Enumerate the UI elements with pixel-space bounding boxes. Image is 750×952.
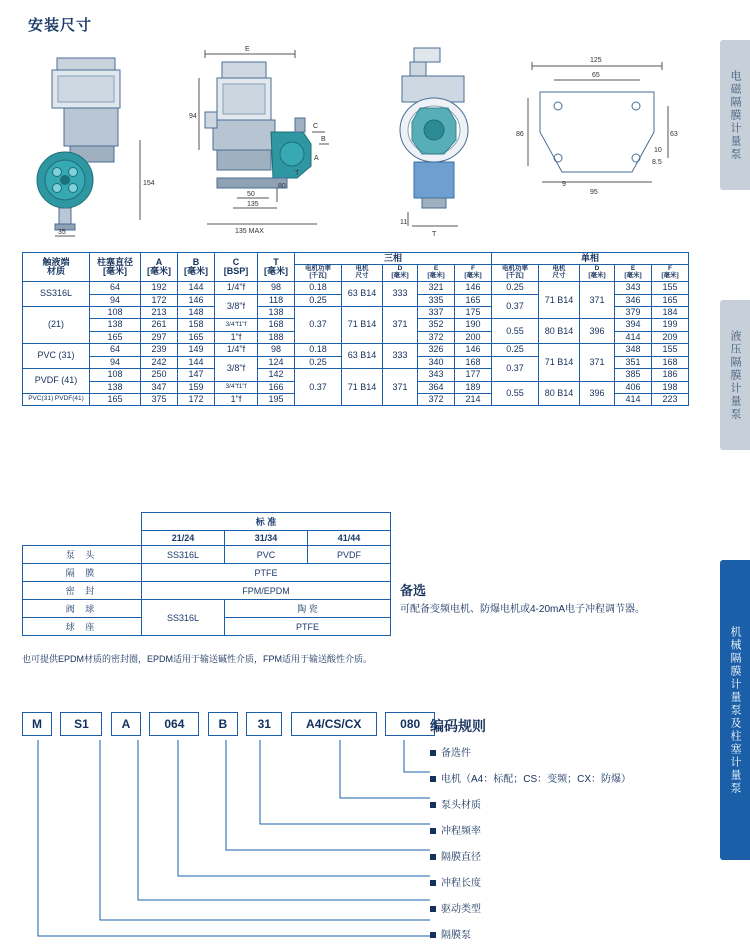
table-row: [23, 282, 689, 294]
coding-rule-legend: [430, 744, 631, 952]
svg-text:80: 80: [278, 183, 286, 190]
bullet-icon: [430, 828, 436, 834]
cell-p1: 0.55: [492, 319, 539, 344]
code-box-2[interactable]: A: [111, 712, 141, 736]
standard-col-2124: 21/24: [142, 531, 225, 546]
svg-text:95: 95: [590, 189, 598, 196]
table-header-row-1: [23, 253, 689, 265]
code-box-0[interactable]: M: [22, 712, 52, 736]
th-f-3p: F [毫米]: [455, 265, 492, 282]
standard-title: 标 准: [142, 513, 391, 531]
legend-item-option: [430, 744, 631, 759]
th-material: [23, 253, 90, 282]
cell-c: 3/4"f1"f: [215, 381, 258, 393]
cell-c: 3/8"f: [215, 294, 258, 319]
legend-label: 备选件: [441, 748, 471, 759]
legend-item-head-material: [430, 796, 631, 811]
cell-f1: 223: [652, 394, 689, 406]
th-d-1p: D [毫米]: [580, 265, 615, 282]
cell-dia: 108: [90, 369, 141, 381]
th-plunger-dia: 柱塞直径 [毫米]: [90, 253, 141, 282]
cell-dia: 108: [90, 306, 141, 318]
bullet-icon: [430, 802, 436, 808]
cell-a: 250: [141, 369, 178, 381]
standard-label-valve-ball: 阀 球: [23, 600, 142, 618]
legend-label: 驱动类型: [441, 904, 481, 915]
cell-e3: 340: [418, 356, 455, 368]
cell-a: 375: [141, 394, 178, 406]
standard-cell: PVC: [225, 546, 308, 564]
cell-dia: 94: [90, 356, 141, 368]
standard-cell: SS316L: [142, 546, 225, 564]
cell-dia: 138: [90, 381, 141, 393]
cell-b: 146: [178, 294, 215, 306]
cell-dia: 64: [90, 282, 141, 294]
th-f-1p: F [毫米]: [652, 265, 689, 282]
cell-m1: 80 B14: [539, 381, 580, 406]
cell-d1: 396: [580, 381, 615, 406]
cell-e3: 326: [418, 344, 455, 356]
cell-m1: 80 B14: [539, 319, 580, 344]
cell-f1: 168: [652, 356, 689, 368]
drawing-base-plate: [502, 40, 702, 240]
cell-e1: 379: [615, 306, 652, 318]
cell-t: 118: [258, 294, 295, 306]
cell-p3: 0.18: [295, 282, 342, 294]
standard-row-diaphragm: [23, 564, 391, 582]
th-e-1p: E [毫米]: [615, 265, 652, 282]
th-d-3p: D [毫米]: [383, 265, 418, 282]
side-tab-hydraulic[interactable]: [720, 300, 750, 450]
cell-e3: 343: [418, 369, 455, 381]
cell-f1: 209: [652, 331, 689, 343]
svg-text:10: 10: [654, 147, 662, 154]
cell-a: 297: [141, 331, 178, 343]
cell-t: 142: [258, 369, 295, 381]
th-motor-1p: 电机 尺寸: [539, 265, 580, 282]
table-row: [23, 344, 689, 356]
cell-b: 149: [178, 344, 215, 356]
coding-leader-lines: [22, 740, 452, 940]
legend-label: 电机（A4：标配；CS：变频；CX：防爆）: [441, 774, 632, 785]
cell-t: 195: [258, 394, 295, 406]
cell-material-pvc-pvdf: PVC(31) PVDF(41): [23, 394, 90, 406]
svg-text:86: 86: [516, 131, 524, 138]
dimension-table: [22, 252, 689, 406]
standard-cell: 陶 瓷: [225, 600, 391, 618]
standard-cell: PTFE: [225, 618, 391, 636]
svg-text:C: C: [313, 123, 319, 130]
cell-f1: 165: [652, 294, 689, 306]
svg-text:8.5: 8.5: [652, 159, 662, 166]
cell-f1: 155: [652, 344, 689, 356]
cell-e3: 372: [418, 331, 455, 343]
cell-f3: 175: [455, 306, 492, 318]
th-e-3p: E [毫米]: [418, 265, 455, 282]
standard-label-diaphragm: 隔 膜: [23, 564, 142, 582]
cell-d3: 371: [383, 369, 418, 406]
cell-c: 1"f: [215, 331, 258, 343]
standard-row-pump-head: [23, 546, 391, 564]
bullet-icon: [430, 854, 436, 860]
standard-row-valve-ball: [23, 600, 391, 618]
cell-f1: 199: [652, 319, 689, 331]
svg-text:63: 63: [670, 131, 678, 138]
cell-p3: 0.25: [295, 294, 342, 306]
th-motor-3p: 电机 尺寸: [342, 265, 383, 282]
standard-label-ball-seat: 球 座: [23, 618, 142, 636]
cell-t: 166: [258, 381, 295, 393]
side-tab-label: 液压隔膜计量泵: [729, 329, 742, 421]
standard-label-pump-head: 泵 头: [23, 546, 142, 564]
cell-d3: 333: [383, 282, 418, 307]
svg-text:T: T: [295, 170, 300, 177]
bullet-icon: [430, 776, 436, 782]
cell-material-ss316l: SS316L: [23, 282, 90, 307]
standard-cell: PTFE: [142, 564, 391, 582]
th-material-l1: 触液端: [42, 256, 70, 267]
svg-text:B: B: [321, 136, 326, 143]
cell-e3: 352: [418, 319, 455, 331]
standard-col-4144: 41/44: [308, 531, 391, 546]
standard-note: 也可提供EPDM材质的密封圈，EPDM适用于输送碱性介质，FPM适用于输送酸性介质。: [22, 654, 373, 664]
legend-label: 隔膜泵: [441, 930, 471, 941]
cell-e1: 394: [615, 319, 652, 331]
cell-f1: 198: [652, 381, 689, 393]
cell-dia: 64: [90, 344, 141, 356]
cell-b: 159: [178, 381, 215, 393]
cell-t: 98: [258, 282, 295, 294]
cell-m1: 71 B14: [539, 282, 580, 319]
cell-p1: 0.25: [492, 282, 539, 294]
cell-f3: 189: [455, 381, 492, 393]
cell-material-ss316l-code: (21): [23, 306, 90, 343]
cell-e3: 321: [418, 282, 455, 294]
legend-item-stroke-freq: [430, 822, 631, 837]
cell-material-pvdf: PVDF (41): [23, 369, 90, 394]
cell-f3: 165: [455, 294, 492, 306]
cell-b: 148: [178, 306, 215, 318]
code-box-1[interactable]: S1: [60, 712, 102, 736]
th-a: A [毫米]: [141, 253, 178, 282]
cell-e1: 406: [615, 381, 652, 393]
code-box-7[interactable]: 080: [385, 712, 435, 736]
th-b: B [毫米]: [178, 253, 215, 282]
th-single-phase: 单相: [492, 253, 689, 265]
cell-a: 242: [141, 356, 178, 368]
cell-e1: 348: [615, 344, 652, 356]
bullet-icon: [430, 906, 436, 912]
cell-e3: 372: [418, 394, 455, 406]
table-body: [23, 282, 689, 406]
svg-text:154: 154: [143, 180, 155, 187]
cell-c: 3/4"f1"f: [215, 319, 258, 331]
legend-item-diaphragm-pump: [430, 926, 631, 941]
standard-label-seal: 密 封: [23, 582, 142, 600]
cell-p1: 0.37: [492, 356, 539, 381]
cell-t: 98: [258, 344, 295, 356]
cell-p3: 0.25: [295, 356, 342, 368]
drawing-front-view: [22, 40, 172, 240]
cell-b: 144: [178, 282, 215, 294]
cell-b: 144: [178, 356, 215, 368]
standard-table: [22, 512, 391, 636]
cell-p3: 0.18: [295, 344, 342, 356]
bullet-icon: [430, 880, 436, 886]
coding-rule-boxes: [22, 712, 439, 736]
cell-p1: 0.25: [492, 344, 539, 356]
standard-cell: FPM/EPDM: [142, 582, 391, 600]
standard-cell: SS316L: [142, 600, 225, 636]
svg-text:125: 125: [590, 57, 602, 64]
page-title: 安装尺寸: [28, 17, 93, 34]
svg-text:35: 35: [58, 229, 66, 236]
cell-e1: 343: [615, 282, 652, 294]
cell-a: 347: [141, 381, 178, 393]
cell-d1: 371: [580, 282, 615, 319]
th-c: C [BSP]: [215, 253, 258, 282]
cell-c: 1"f: [215, 394, 258, 406]
svg-text:A: A: [314, 155, 319, 162]
svg-text:9: 9: [562, 181, 566, 188]
legend-item-stroke-length: [430, 874, 631, 889]
cell-e3: 364: [418, 381, 455, 393]
cell-m3: 71 B14: [342, 306, 383, 343]
drawing-rear-view: [372, 40, 502, 240]
cell-d1: 396: [580, 319, 615, 344]
th-power-3p: 电机功率 [千瓦]: [295, 265, 342, 282]
svg-text:65: 65: [592, 72, 600, 79]
side-tab-label: 机械隔膜计量泵及柱塞计量泵: [729, 625, 742, 795]
cell-f3: 177: [455, 369, 492, 381]
cell-c: 1/4"f: [215, 282, 258, 294]
side-tab-mechanical[interactable]: [720, 560, 750, 860]
cell-e3: 335: [418, 294, 455, 306]
code-box-3[interactable]: 064: [149, 712, 199, 736]
cell-a: 213: [141, 306, 178, 318]
bullet-icon: [430, 932, 436, 938]
svg-text:11: 11: [400, 219, 408, 226]
side-tab-bar: [716, 0, 750, 922]
code-box-5[interactable]: 31: [246, 712, 282, 736]
drawing-side-view: [177, 40, 362, 240]
cell-f3: 190: [455, 319, 492, 331]
cell-f3: 200: [455, 331, 492, 343]
cell-e1: 346: [615, 294, 652, 306]
cell-a: 172: [141, 294, 178, 306]
options-text: 可配备变频电机、防爆电机或4-20mA电子冲程调节器。: [400, 604, 646, 615]
cell-f3: 214: [455, 394, 492, 406]
cell-a: 239: [141, 344, 178, 356]
cell-dia: 94: [90, 294, 141, 306]
th-three-phase: 三相: [295, 253, 492, 265]
cell-p1: 0.55: [492, 381, 539, 406]
cell-a: 192: [141, 282, 178, 294]
cell-dia: 165: [90, 394, 141, 406]
coding-rule-title: 编码规则: [430, 718, 486, 734]
cell-material-pvc: PVC (31): [23, 344, 90, 369]
svg-text:50: 50: [247, 191, 255, 198]
cell-e3: 337: [418, 306, 455, 318]
standard-cell: PVDF: [308, 546, 391, 564]
table-head: [23, 253, 689, 282]
svg-text:94: 94: [189, 113, 197, 120]
cell-dia: 138: [90, 319, 141, 331]
cell-e1: 385: [615, 369, 652, 381]
svg-text:135: 135: [247, 201, 259, 208]
cell-f3: 146: [455, 282, 492, 294]
svg-text:T: T: [432, 231, 437, 238]
cell-dia: 165: [90, 331, 141, 343]
cell-b: 165: [178, 331, 215, 343]
th-t: T [毫米]: [258, 253, 295, 282]
legend-item-diaphragm-dia: [430, 848, 631, 863]
cell-b: 172: [178, 394, 215, 406]
cell-t: 124: [258, 356, 295, 368]
cell-d3: 333: [383, 344, 418, 369]
cell-b: 147: [178, 369, 215, 381]
code-box-6[interactable]: A4/CS/CX: [291, 712, 377, 736]
legend-item-motor: [430, 770, 631, 785]
legend-label: 隔膜直径: [441, 852, 481, 863]
cell-m3: 71 B14: [342, 369, 383, 406]
technical-drawings: [22, 40, 712, 240]
standard-col-3134: 31/34: [225, 531, 308, 546]
svg-text:135 MAX: 135 MAX: [235, 228, 264, 235]
cell-m3: 63 B14: [342, 282, 383, 307]
side-tab-electromagnetic[interactable]: [720, 40, 750, 190]
th-power-1p: 电机功率 [千瓦]: [492, 265, 539, 282]
code-box-4[interactable]: B: [208, 712, 238, 736]
bullet-icon: [430, 750, 436, 756]
cell-b: 158: [178, 319, 215, 331]
standard-row-seal: [23, 582, 391, 600]
cell-e1: 414: [615, 331, 652, 343]
legend-label: 冲程频率: [441, 826, 481, 837]
cell-f3: 168: [455, 356, 492, 368]
cell-m1: 71 B14: [539, 344, 580, 381]
cell-p3: 0.37: [295, 369, 342, 406]
cell-t: 188: [258, 331, 295, 343]
cell-t: 138: [258, 306, 295, 318]
cell-f1: 155: [652, 282, 689, 294]
svg-text:E: E: [245, 46, 250, 53]
cell-m3: 63 B14: [342, 344, 383, 369]
cell-t: 168: [258, 319, 295, 331]
cell-p3: 0.37: [295, 306, 342, 343]
standard-header-row: [23, 513, 391, 531]
options-title: 备选: [400, 583, 427, 598]
cell-d1: 371: [580, 344, 615, 381]
cell-d3: 371: [383, 306, 418, 343]
cell-p1: 0.37: [492, 294, 539, 319]
cell-f3: 146: [455, 344, 492, 356]
legend-label: 冲程长度: [441, 878, 481, 889]
cell-a: 261: [141, 319, 178, 331]
legend-item-drive-type: [430, 900, 631, 915]
th-material-l2: 材质: [46, 266, 65, 277]
side-tab-label: 电磁隔膜计量泵: [729, 69, 742, 161]
cell-e1: 351: [615, 356, 652, 368]
legend-label: 泵头材质: [441, 800, 481, 811]
cell-e1: 414: [615, 394, 652, 406]
standard-columns-row: [23, 531, 391, 546]
cell-c: 3/8"f: [215, 356, 258, 381]
cell-f1: 186: [652, 369, 689, 381]
cell-f1: 184: [652, 306, 689, 318]
cell-c: 1/4"f: [215, 344, 258, 356]
